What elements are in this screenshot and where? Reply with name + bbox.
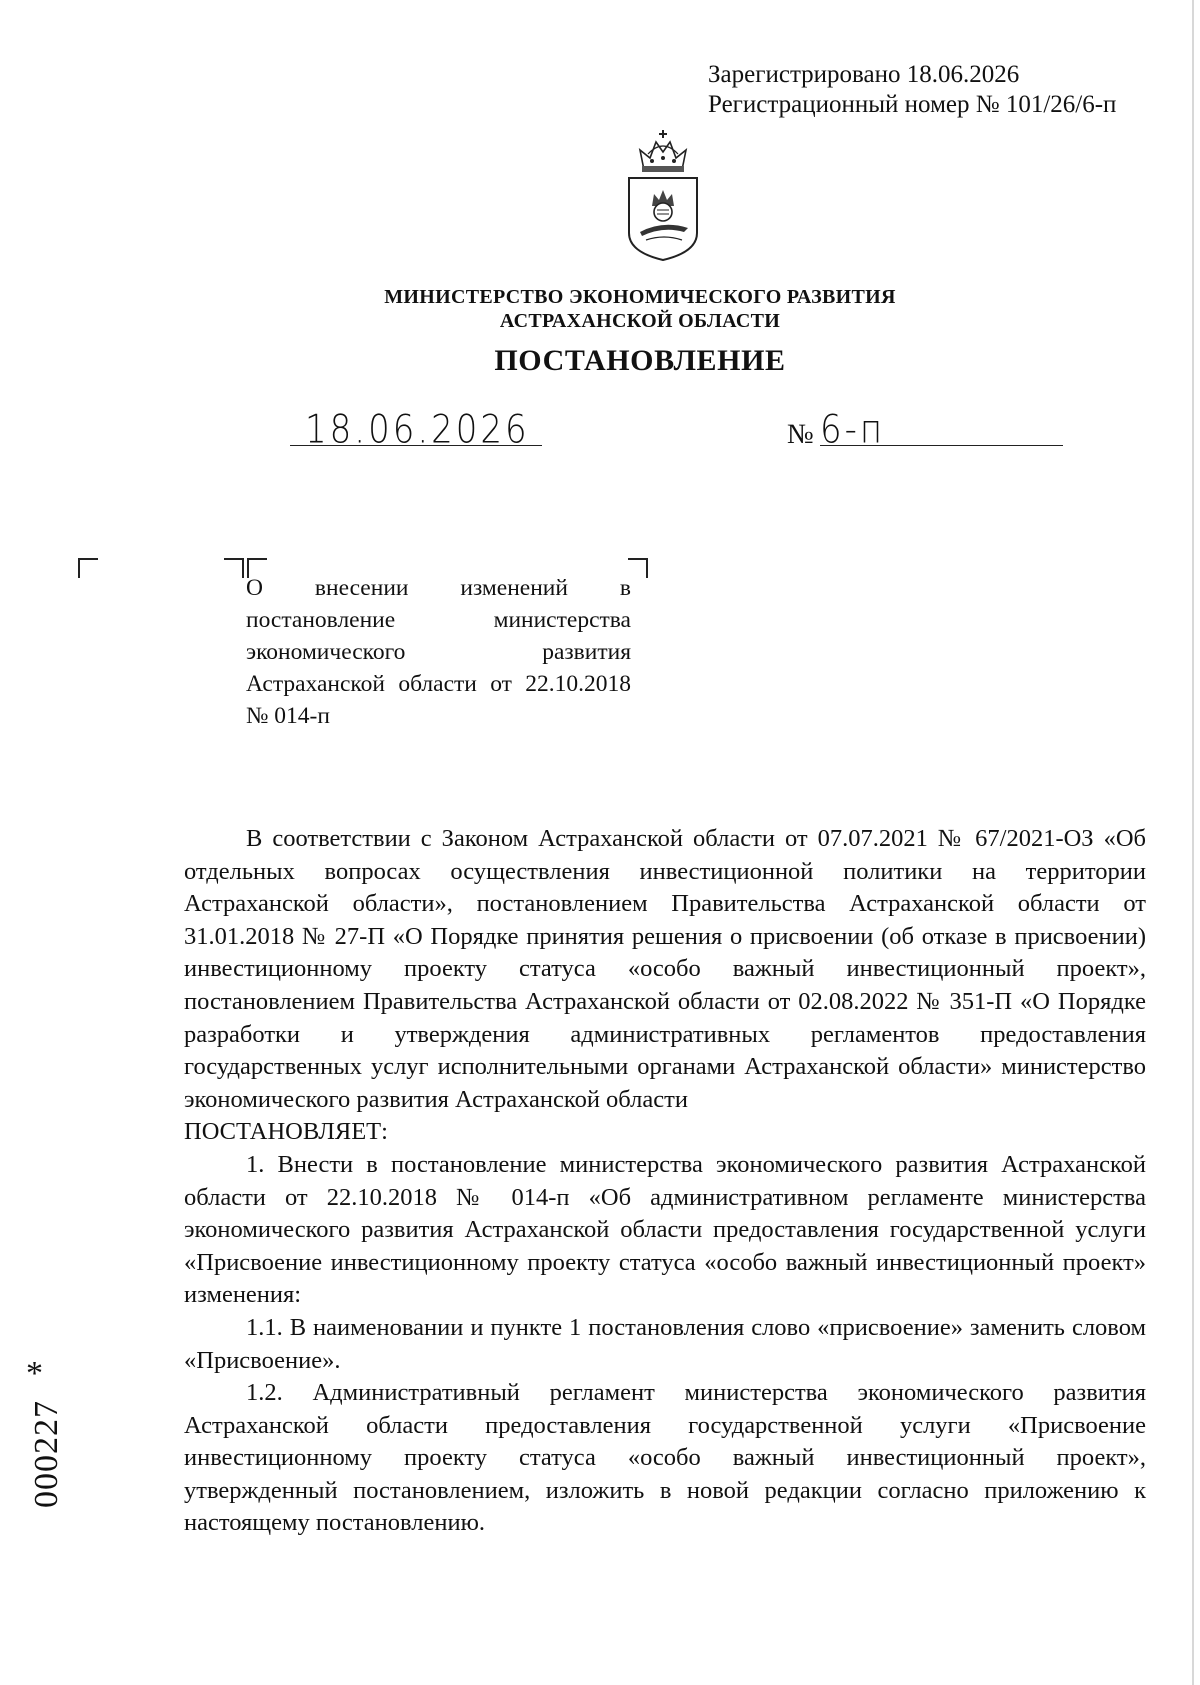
- ministry-name-line2: АСТРАХАНСКОЙ ОБЛАСТИ: [499, 310, 781, 332]
- document-date: 18.06.2026: [305, 407, 530, 453]
- item-1: 1. Внести в постановление министерства экономического развития Астраханской области от 22.10.2018 № 014-п «Об административном регламенте министерства экономического развития Астраханской области предоставления государственной услуги «Присвоение инвестиционному проекту статуса «особо важный инвестиционный проект» изменения:: [184, 1150, 1146, 1309]
- document-subject: О внесении изменений в постановление министерства экономического развития Астраханской области от 22.10.2018 № 014-п: [246, 575, 631, 729]
- document-type: ПОСТАНОВЛЕНИЕ: [494, 344, 786, 377]
- registration-stamp: [708, 60, 1116, 120]
- date-underline: [290, 445, 542, 446]
- ministry-name: [300, 285, 980, 333]
- document-number: 6-п: [820, 407, 886, 453]
- scan-edge: [1192, 0, 1194, 1685]
- ministry-name-line1: МИНИСТЕРСТВО ЭКОНОМИЧЕСКОГО РАЗВИТИЯ: [384, 286, 896, 308]
- item-1-1: 1.1. В наименовании и пункте 1 постановления слово «присвоение» заменить словом «Присвоение».: [184, 1313, 1146, 1374]
- number-label: №: [787, 419, 814, 450]
- side-stamp-number: 000227: [28, 1400, 65, 1508]
- corner-mark-left: [78, 558, 98, 578]
- corner-mark-subject-right: [628, 558, 648, 578]
- preamble-paragraph: В соответствии с Законом Астраханской области от 07.07.2021 № 67/2021-ОЗ «Об отдельных вопросах осуществления инвестиционной политики на территории Астраханской области», постановлением Правительства Астраханской области от 31.01.2018 № 27-П «О Порядке принятия решения о присвоении (об отказе в присвоении) инвестиционному проекту статуса «особо важный инвестиционный проект», постановлением Правительства Астраханской области от 02.08.2022 № 351-П «О Порядке разработки и утверждения административных регламентов предоставления государственных услуг исполнительными органами Астраханской области» министерство экономического развития Астраханской области: [184, 825, 1146, 1113]
- item-1-2: 1.2. Административный регламент министерства экономического развития Астраханской области предоставления государственной услуги «Присвоение инвестиционному проекту статуса «особо важный инвестиционный проект», утвержденный постановлением, изложить в новой редакции согласно приложению к настоящему постановлению.: [184, 1379, 1146, 1537]
- number-underline: [820, 445, 1063, 446]
- corner-mark-subject-left: [224, 558, 244, 578]
- registration-number: Регистрационный номер № 101/26/6-п: [708, 91, 1117, 118]
- side-stamp-mark: *: [26, 1355, 43, 1392]
- registration-date: Зарегистрировано 18.06.2026: [708, 61, 1020, 88]
- document-body: [184, 823, 1146, 1540]
- coat-of-arms-icon: [624, 128, 702, 262]
- resolves-heading: ПОСТАНОВЛЯЕТ:: [184, 1118, 388, 1146]
